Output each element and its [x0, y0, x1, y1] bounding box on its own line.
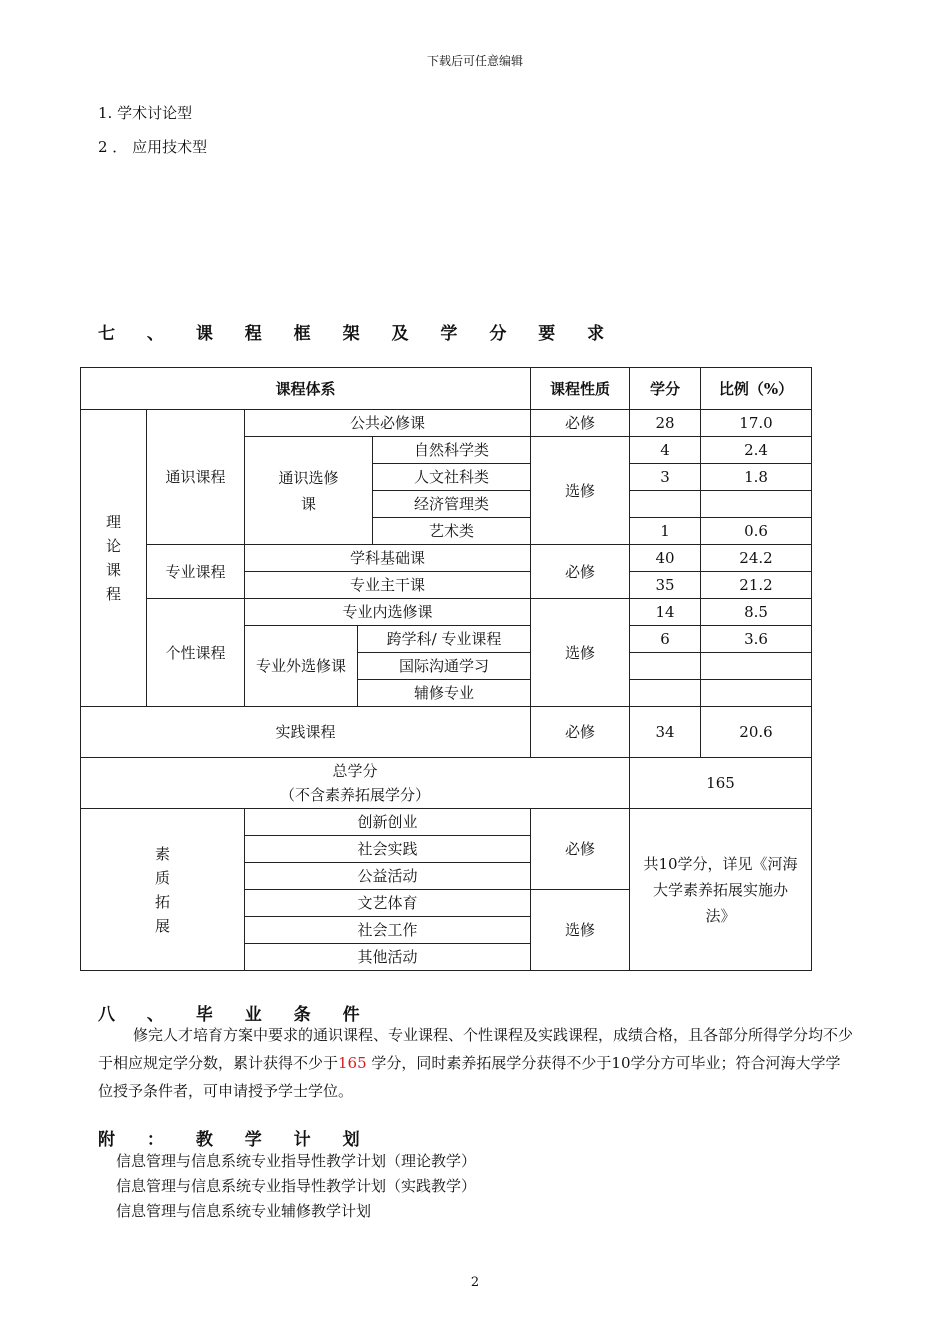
out-sub-cell: 辅修专业	[358, 680, 531, 707]
total-credits-label	[81, 758, 630, 809]
quality-item-cell: 公益活动	[245, 863, 531, 890]
section-7-title: 七 、 课 程 框 架 及 学 分 要 求	[98, 324, 618, 344]
nature-cell: 必修	[531, 410, 630, 437]
credit-cell	[630, 680, 701, 707]
credit-cell: 3	[630, 464, 701, 491]
quality-item-cell: 文艺体育	[245, 890, 531, 917]
theory-course-cell: 理论课程	[81, 410, 147, 707]
ratio-cell	[701, 680, 812, 707]
table-row	[81, 545, 812, 572]
credit-cell: 35	[630, 572, 701, 599]
ratio-cell: 17.0	[701, 410, 812, 437]
required-credits-number: 165	[338, 1054, 367, 1072]
graduation-paragraph: 修完人才培育方案中要求的通识课程、专业课程、个性课程及实践课程，成绩合格，且各部分所得学分均不少于相应规定学分数，累计获得不少于165 学分，同时素养拓展学分获得不少于10学分方可毕业；符合河海大学学位授予条件者，可申请授予学士学位。	[98, 1026, 854, 1100]
table-header-row	[81, 368, 812, 410]
quality-note-cell: 共10学分，详见《河海大学素养拓展实施办法》	[630, 809, 812, 971]
gen-sub-cell: 人文社科类	[373, 464, 531, 491]
gen-sub-cell: 经济管理类	[373, 491, 531, 518]
credit-cell: 14	[630, 599, 701, 626]
out-sub-cell: 国际沟通学习	[358, 653, 531, 680]
type-item-2: 2 ． 应用技术型	[98, 138, 208, 156]
nature-cell: 必修	[531, 809, 630, 890]
major-course-cell: 专业课程	[147, 545, 245, 599]
major-sub-cell: 专业主干课	[245, 572, 531, 599]
ratio-cell	[701, 653, 812, 680]
personal-course-cell: 个性课程	[147, 599, 245, 707]
section-8-title: 八 、 毕 业 条 件	[98, 1005, 373, 1025]
nature-cell: 选修	[531, 599, 630, 707]
practice-course-cell: 实践课程	[81, 707, 531, 758]
credit-cell: 28	[630, 410, 701, 437]
credit-cell: 4	[630, 437, 701, 464]
ratio-cell: 20.6	[701, 707, 812, 758]
general-public-cell: 公共必修课	[245, 410, 531, 437]
ratio-cell: 3.6	[701, 626, 812, 653]
ratio-cell: 0.6	[701, 518, 812, 545]
major-sub-cell: 学科基础课	[245, 545, 531, 572]
credit-cell: 34	[630, 707, 701, 758]
type-item-1: 1. 学术讨论型	[98, 104, 193, 122]
appendix-item-3: 信息管理与信息系统专业辅修教学计划	[116, 1202, 372, 1220]
appendix-item-2: 信息管理与信息系统专业指导性教学计划（实践教学）	[116, 1177, 477, 1195]
ratio-cell: 8.5	[701, 599, 812, 626]
table-row	[81, 758, 812, 809]
gen-sub-cell: 艺术类	[373, 518, 531, 545]
personal-out-cell: 专业外选修课	[245, 626, 358, 707]
appendix-item-1: 信息管理与信息系统专业指导性教学计划（理论教学）	[116, 1152, 477, 1170]
table-row	[81, 809, 812, 836]
credit-cell: 40	[630, 545, 701, 572]
nature-cell: 选修	[531, 890, 630, 971]
table-row	[81, 707, 812, 758]
table-row	[81, 410, 812, 437]
credit-cell	[630, 491, 701, 518]
quality-item-cell: 其他活动	[245, 944, 531, 971]
credit-cell: 6	[630, 626, 701, 653]
out-sub-cell: 跨学科/ 专业课程	[358, 626, 531, 653]
page-header: 下载后可任意编辑	[426, 54, 523, 68]
ratio-cell: 2.4	[701, 437, 812, 464]
course-framework-table	[80, 367, 812, 971]
quality-expansion-cell: 素质拓展	[81, 809, 245, 971]
ratio-cell: 21.2	[701, 572, 812, 599]
table-row	[81, 599, 812, 626]
nature-cell: 必修	[531, 545, 630, 599]
ratio-cell	[701, 491, 812, 518]
quality-item-cell: 创新创业	[245, 809, 531, 836]
ratio-cell: 24.2	[701, 545, 812, 572]
total-credits-value: 165	[630, 758, 812, 809]
quality-item-cell: 社会实践	[245, 836, 531, 863]
header-nature: 课程性质	[531, 368, 630, 410]
nature-cell: 必修	[531, 707, 630, 758]
credit-cell: 1	[630, 518, 701, 545]
general-elective-cell: 通识选修课	[245, 437, 373, 545]
header-ratio: 比例（%）	[701, 368, 812, 410]
personal-in-cell: 专业内选修课	[245, 599, 531, 626]
general-course-cell: 通识课程	[147, 410, 245, 545]
appendix-title: 附 ： 教 学 计 划	[98, 1130, 373, 1150]
gen-sub-cell: 自然科学类	[373, 437, 531, 464]
nature-cell: 选修	[531, 437, 630, 545]
ratio-cell: 1.8	[701, 464, 812, 491]
page-number: 2	[470, 1275, 480, 1290]
header-system: 课程体系	[81, 368, 531, 410]
total-label: 总学分	[332, 762, 378, 780]
header-credit: 学分	[630, 368, 701, 410]
credit-cell	[630, 653, 701, 680]
quality-item-cell: 社会工作	[245, 917, 531, 944]
total-note: （不含素养拓展学分）	[279, 786, 430, 804]
